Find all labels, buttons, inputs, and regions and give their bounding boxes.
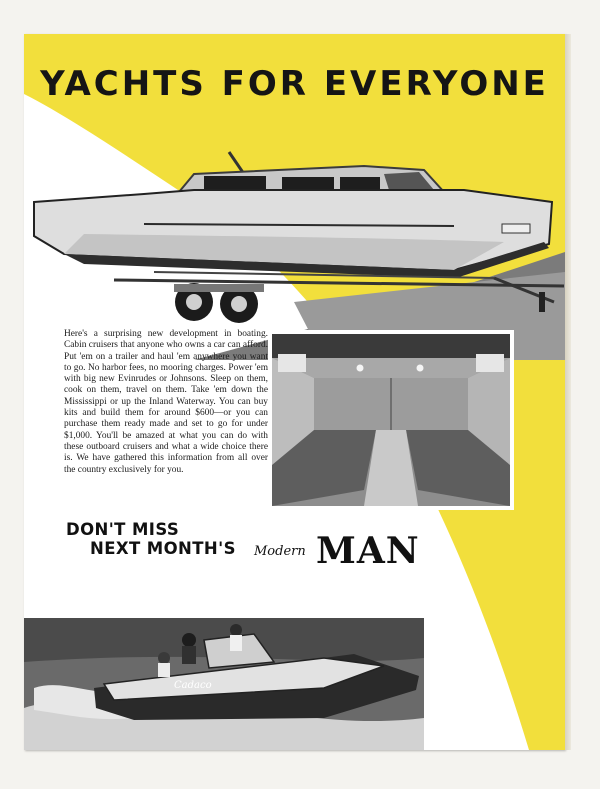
magazine-logo-script: Modern xyxy=(254,544,306,559)
speedboat-photo xyxy=(24,618,424,750)
magazine-back-cover xyxy=(24,34,565,750)
article-body-text: Here's a surprising new development in boating. Cabin cruisers that anyone who owns a car can afford. Put 'em on a trailer and haul 'em anywhere you want to go. No harbor fees, no mooring charges. Power 'em with big new Evinrudes or Johnsons. Sleep on them, cook on them, travel on them. Take 'em down the Mississippi or up the Inland Waterway. You can buy kits and build them for around $600—or you can purchase them ready made and set to go for under $1,000. You'll be amazed at what you can do with these outboard cruisers and what a wide choice there is. We have gathered this information from all over the country exclusively for you. xyxy=(64,329,268,475)
magazine-logo-man: MAN xyxy=(316,530,420,572)
promo-line-next-month: NEXT MONTH'S xyxy=(90,539,236,558)
cabin-interior-photo xyxy=(268,330,514,510)
page-title: YACHTS FOR EVERYONE xyxy=(40,64,549,104)
promo-line-dont-miss: DON'T MISS xyxy=(66,520,180,539)
svg-text:Cadaco: Cadaco xyxy=(174,680,212,691)
magazine-spine-edge xyxy=(565,34,571,750)
